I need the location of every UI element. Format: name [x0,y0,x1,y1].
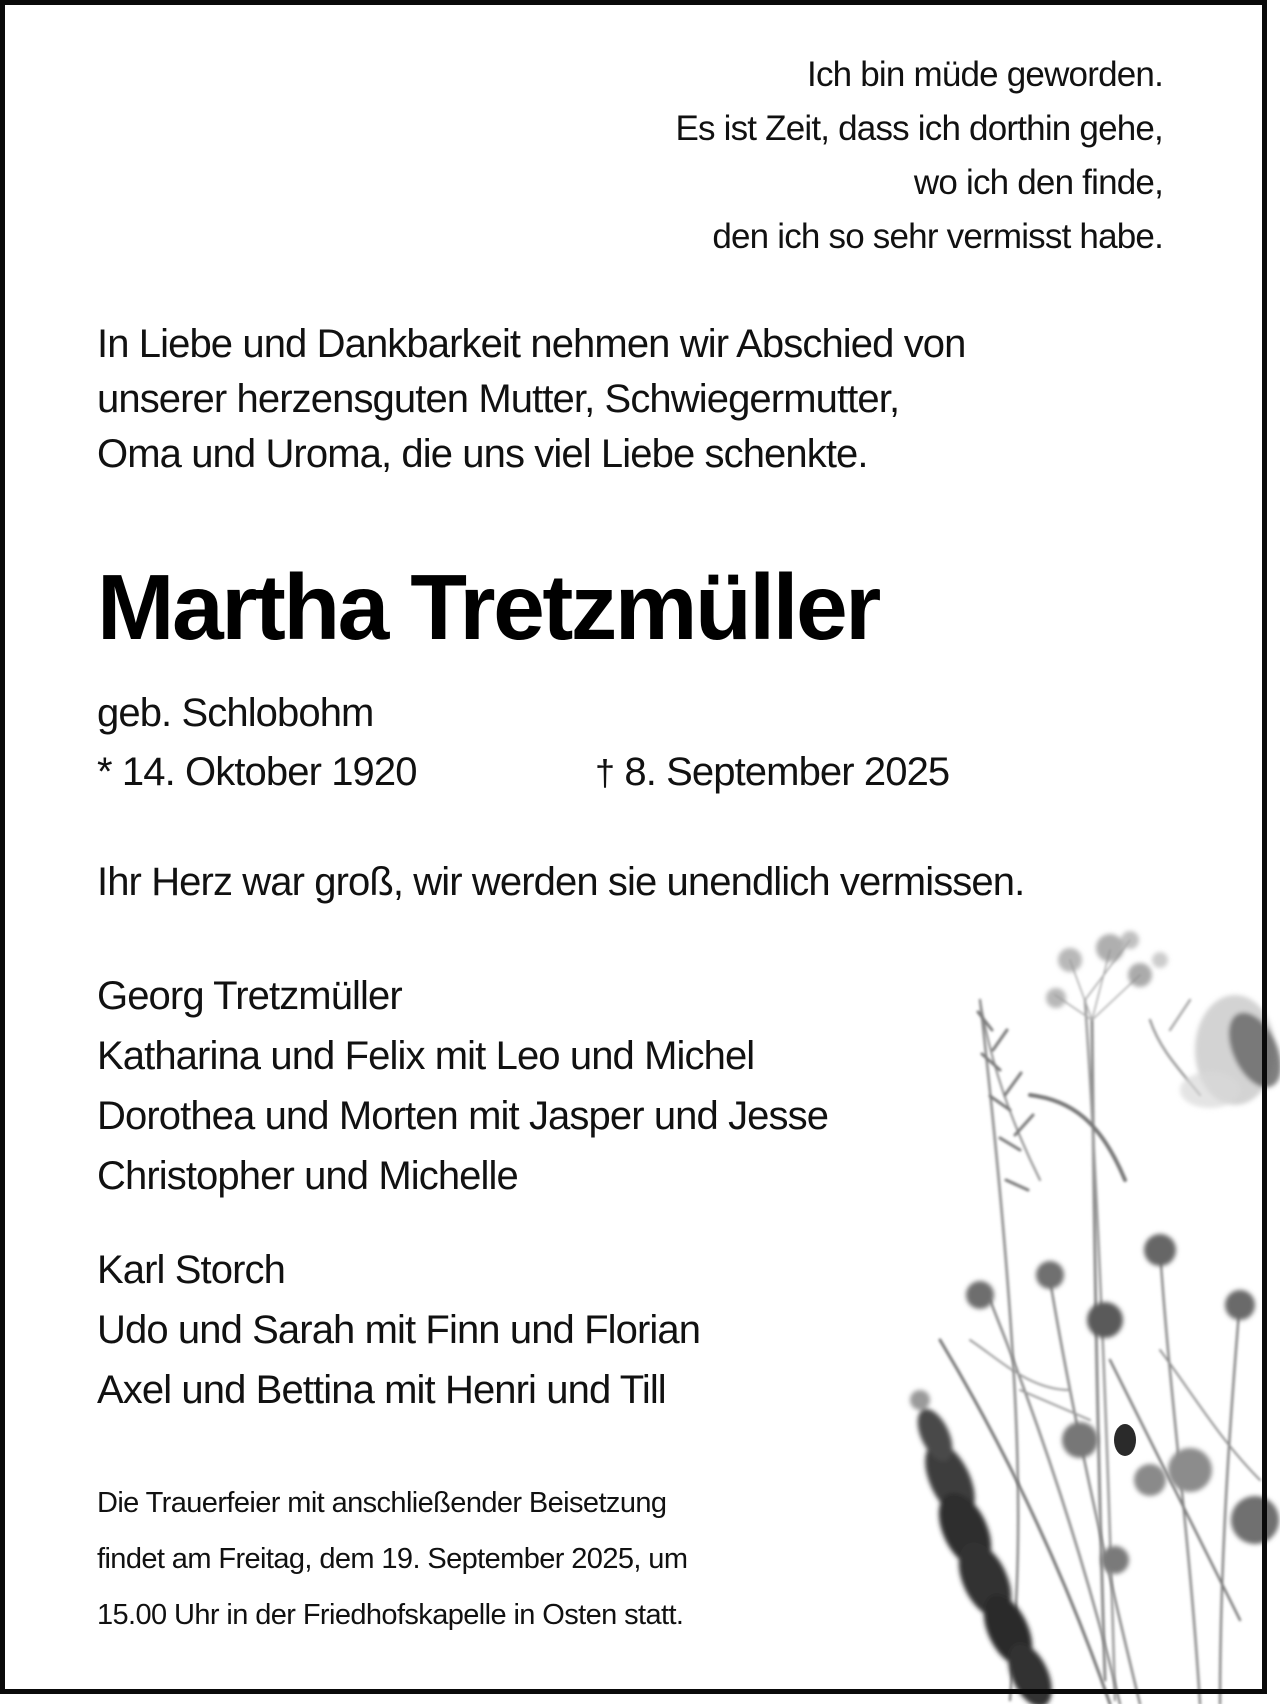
poem-line: den ich so sehr vermisst habe. [712,217,1163,256]
birth-date-group [97,744,417,800]
service-info [97,1475,687,1643]
service-line: findet am Freitag, dem 19. September 2025, um [97,1543,688,1575]
maiden-name: geb. Schlobohm [97,691,374,735]
poem-line: Es ist Zeit, dass ich dorthin gehe, [675,109,1163,148]
mourner-line: Axel und Bettina mit Henri und Till [97,1368,666,1412]
deceased-name: Martha Tretzmüller [97,555,879,659]
death-date: 8. September 2025 [624,750,950,794]
dagger-icon: † [595,752,615,793]
poem [675,48,1163,264]
mourner-line: Udo und Sarah mit Finn und Florian [97,1308,701,1352]
intro-line: unserer herzensguten Mutter, Schwiegermutter, [97,377,900,421]
service-line: Die Trauerfeier mit anschließender Beisetzung [97,1487,667,1519]
wildflowers-illustration-icon [860,920,1280,1704]
poem-line: wo ich den finde, [913,163,1163,202]
mourner-line: Christopher und Michelle [97,1154,518,1198]
tribute-line: Ihr Herz war groß, wir werden sie unendlich vermissen. [97,860,1025,904]
death-date-group [595,744,949,801]
mourner-line: Karl Storch [97,1248,285,1292]
birth-date: 14. Oktober 1920 [121,750,417,794]
mourner-line: Katharina und Felix mit Leo und Michel [97,1034,755,1078]
intro-line: In Liebe und Dankbarkeit nehmen wir Abschied von [97,322,966,366]
birth-star-icon: * [97,750,112,794]
mourner-line: Georg Tretzmüller [97,974,402,1018]
mourner-line: Dorothea und Morten mit Jasper und Jesse [97,1094,829,1138]
mourners-group-1 [97,966,828,1206]
intro-paragraph [97,317,965,482]
mourners-group-2 [97,1240,700,1420]
service-line: 15.00 Uhr in der Friedhofskapelle in Osten statt. [97,1599,684,1631]
intro-line: Oma und Uroma, die uns viel Liebe schenkte. [97,432,868,476]
poem-line: Ich bin müde geworden. [807,55,1163,94]
